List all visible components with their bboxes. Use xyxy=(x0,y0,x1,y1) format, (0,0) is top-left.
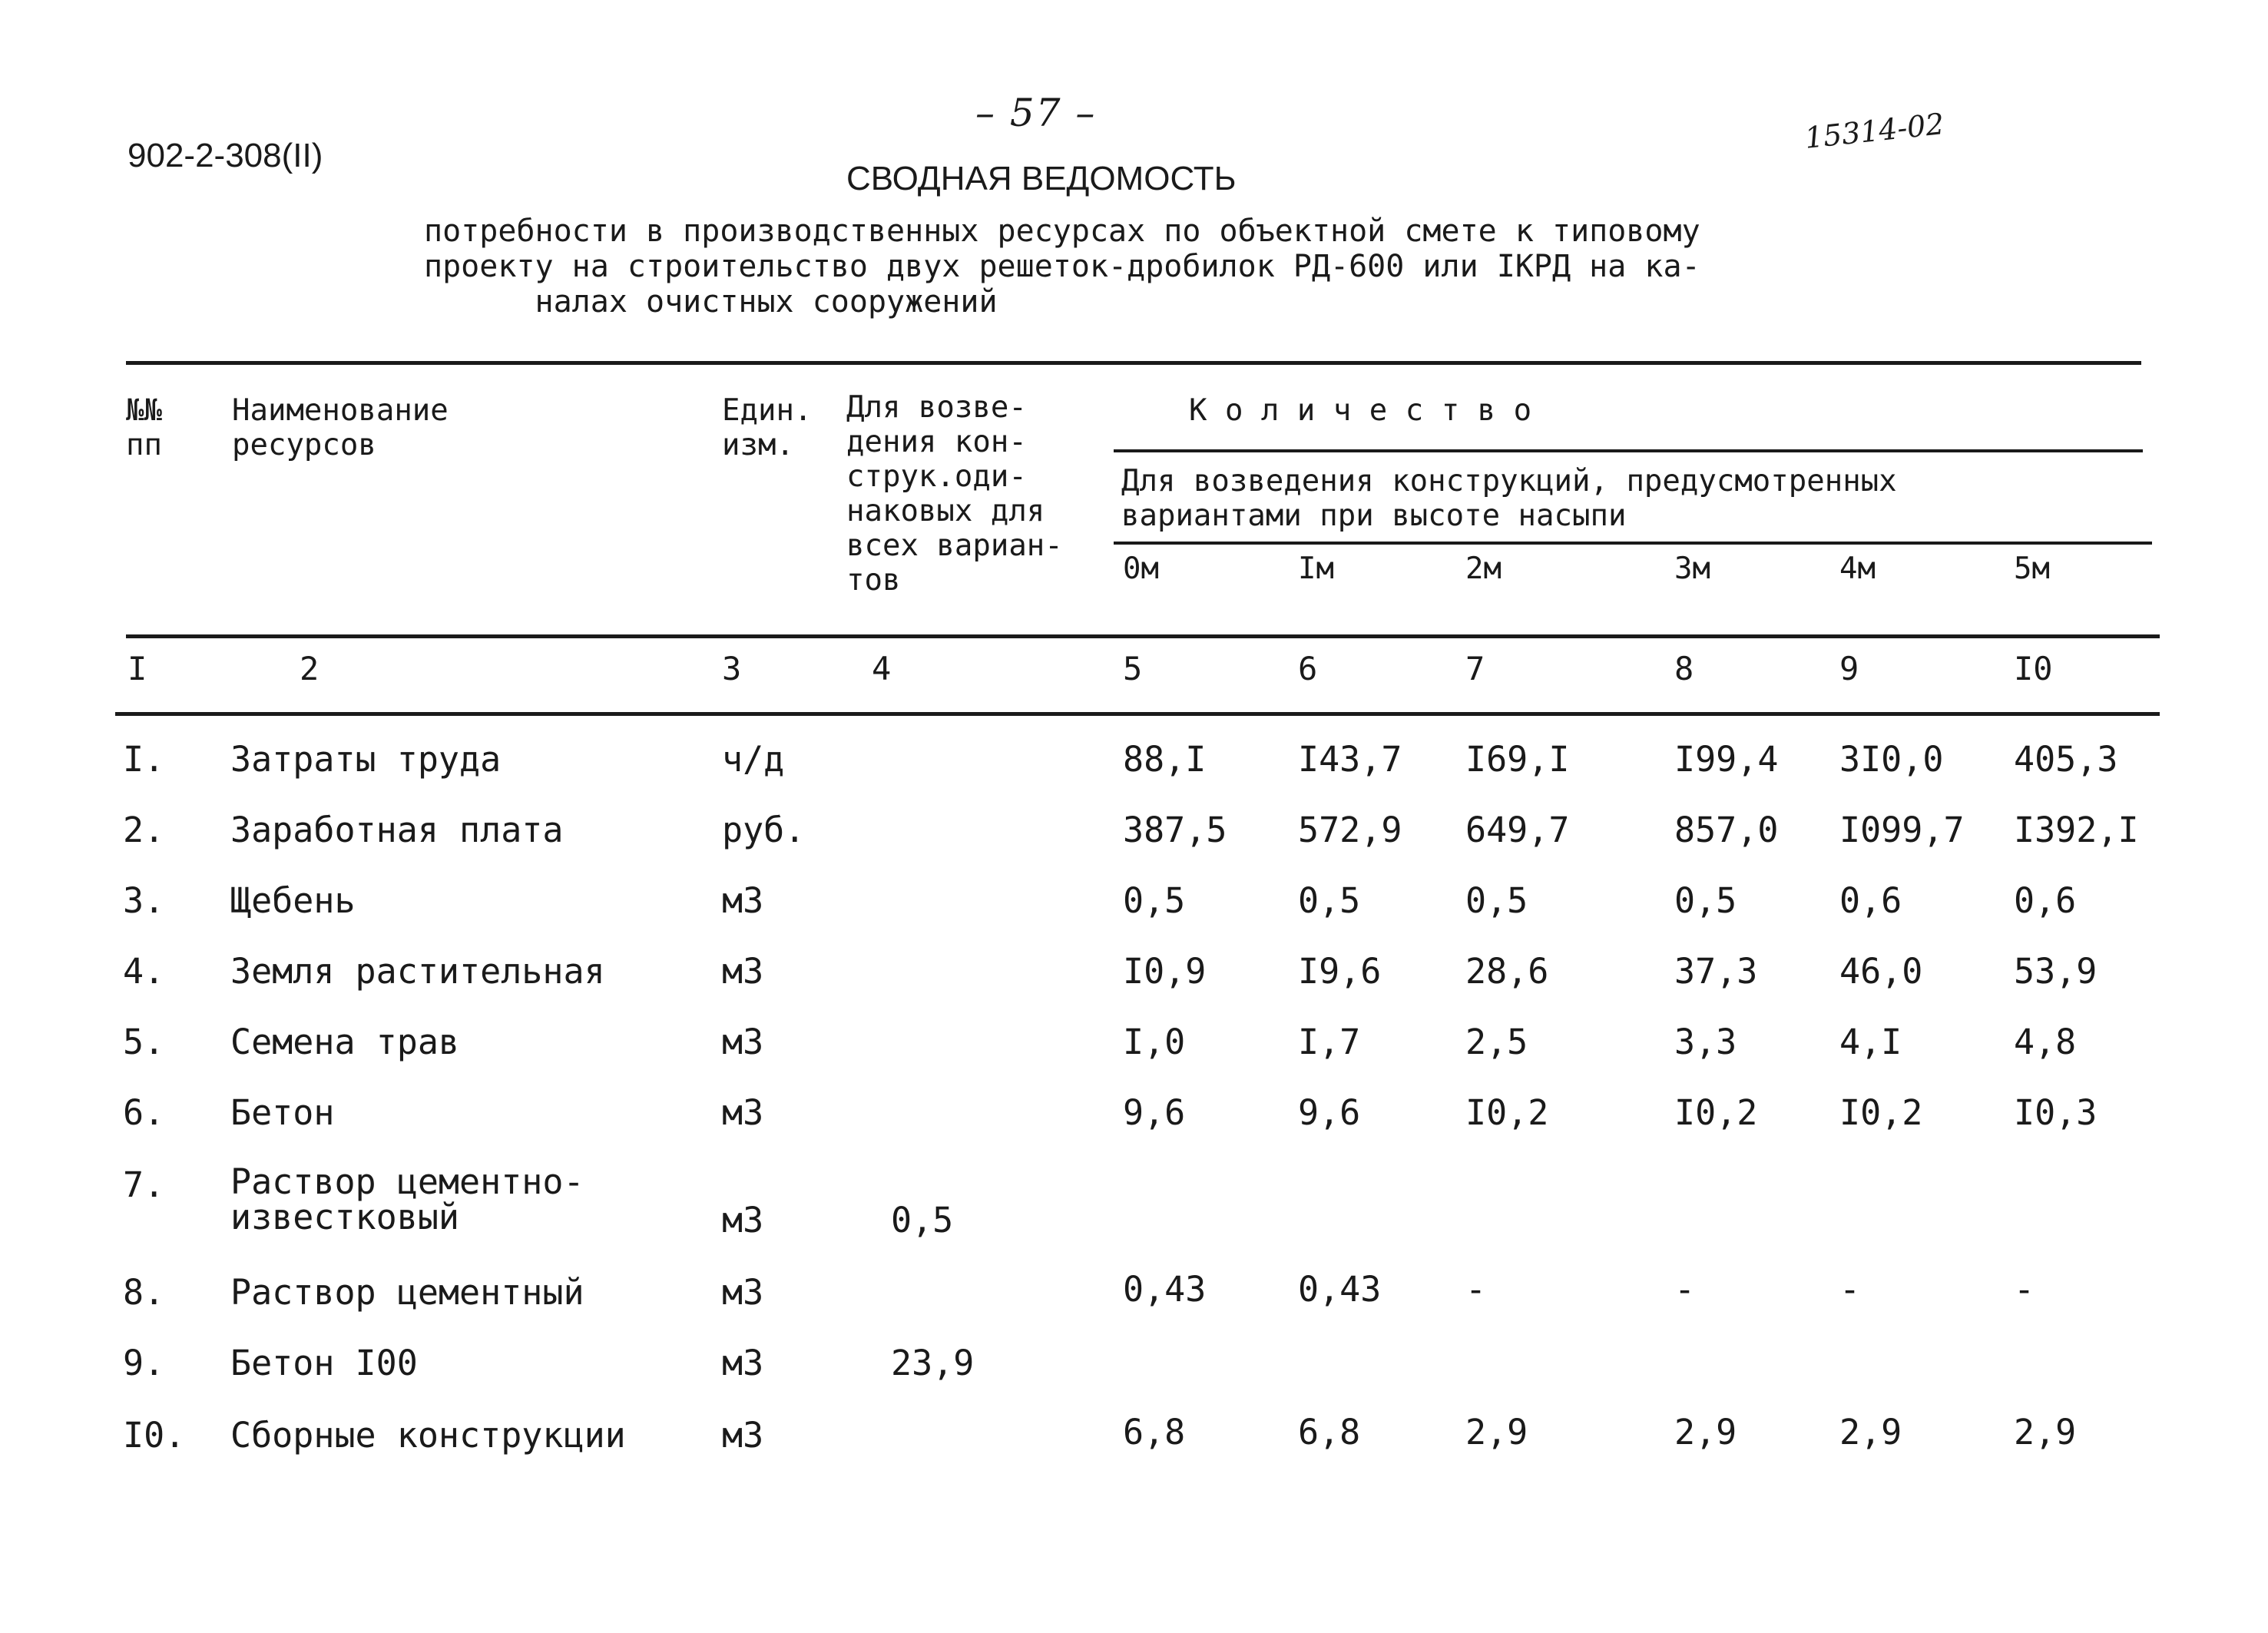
header-line: дения кон- xyxy=(846,425,1027,459)
value-cell: 0,5 xyxy=(1674,880,1737,921)
header-line: №№ xyxy=(126,393,162,428)
value-cell: I099,7 xyxy=(1839,810,1965,850)
value-cell: 572,9 xyxy=(1298,810,1402,850)
value-cell: 3I0,0 xyxy=(1839,739,1944,780)
value-cell: 0,5 xyxy=(1465,880,1528,921)
header-line: ресурсов xyxy=(232,428,376,462)
value-cell: 6,8 xyxy=(1298,1412,1361,1452)
header-line: тов xyxy=(846,563,901,598)
value-cell: I43,7 xyxy=(1298,739,1402,780)
column-numbers-rule xyxy=(115,712,2160,716)
header-line: струк.оди- xyxy=(846,459,1027,494)
handwritten-number: 15314-02 xyxy=(1803,107,1946,155)
unit-cell: м3 xyxy=(722,1343,764,1383)
common-value-cell: 0,5 xyxy=(891,1200,954,1240)
row-number: 4. xyxy=(123,951,165,992)
unit-cell: м3 xyxy=(722,1272,764,1313)
value-cell: 0,5 xyxy=(1123,880,1186,921)
header-col-unit xyxy=(722,393,812,462)
header-line: пп xyxy=(126,428,162,462)
header-col-name xyxy=(232,393,449,462)
resource-name: Бетон xyxy=(230,1092,335,1133)
page-number: – 57 – xyxy=(975,91,1097,135)
value-cell: 387,5 xyxy=(1123,810,1227,850)
column-number: 9 xyxy=(1839,650,1859,687)
value-cell: - xyxy=(1465,1269,1487,1310)
column-number: 8 xyxy=(1674,650,1694,687)
value-cell: 9,6 xyxy=(1123,1092,1186,1133)
value-cell: 6,8 xyxy=(1123,1412,1186,1452)
resource-name: Затраты труда xyxy=(230,739,502,780)
value-cell: 2,5 xyxy=(1465,1022,1528,1062)
quantity-rule xyxy=(1114,449,2143,452)
row-number: 8. xyxy=(123,1272,165,1313)
header-line: всех вариан- xyxy=(846,528,1063,563)
header-line: наковых для xyxy=(846,494,1045,528)
unit-cell: м3 xyxy=(722,1200,764,1240)
header-line: Един. xyxy=(722,393,813,428)
row-number: 9. xyxy=(123,1343,165,1383)
header-bottom-rule xyxy=(126,634,2160,638)
value-cell: 2,9 xyxy=(1839,1412,1902,1452)
value-cell: I69,I xyxy=(1465,739,1570,780)
document-code: 902-2-308(II) xyxy=(127,137,323,174)
row-number: 5. xyxy=(123,1022,165,1062)
row-number: 2. xyxy=(123,810,165,850)
subtitle-line: проекту на строительство двух решеток-дробилок РД-600 или IКРД на ка- xyxy=(424,249,1700,284)
value-cell: I0,2 xyxy=(1839,1092,1923,1133)
value-cell: 0,6 xyxy=(2014,880,2077,921)
value-cell: - xyxy=(2014,1269,2035,1310)
resource-name: Щебень xyxy=(230,880,356,921)
column-number: 5 xyxy=(1123,650,1143,687)
header-height-5m: 5м xyxy=(2014,552,2050,586)
column-number: 4 xyxy=(872,650,892,687)
header-col-number xyxy=(126,393,162,462)
resource-name: Заработная плата xyxy=(230,810,564,850)
value-cell: 0,43 xyxy=(1123,1269,1207,1310)
subtitle-line: потребности в производственных ресурсах по объектной смете к типовому xyxy=(424,214,1700,249)
unit-cell: м3 xyxy=(722,1092,764,1133)
value-cell: 2,9 xyxy=(1465,1412,1528,1452)
column-number: 6 xyxy=(1298,650,1318,687)
header-line: Для возведения конструкций, предусмотренных xyxy=(1121,464,1897,499)
value-cell: 4,8 xyxy=(2014,1022,2077,1062)
header-height-2m: 2м xyxy=(1465,552,1502,586)
value-cell: 857,0 xyxy=(1674,810,1779,850)
value-cell: 649,7 xyxy=(1465,810,1570,850)
value-cell: I0,2 xyxy=(1674,1092,1758,1133)
value-cell: 28,6 xyxy=(1465,951,1549,992)
value-cell: 37,3 xyxy=(1674,951,1758,992)
value-cell: 0,43 xyxy=(1298,1269,1382,1310)
value-cell: 88,I xyxy=(1123,739,1207,780)
value-cell: 2,9 xyxy=(2014,1412,2077,1452)
unit-cell: м3 xyxy=(722,1022,764,1062)
row-number: 3. xyxy=(123,880,165,921)
column-number: 3 xyxy=(722,650,742,687)
resource-name: Бетон I00 xyxy=(230,1343,418,1383)
unit-cell: руб. xyxy=(722,810,806,850)
page-title: СВОДНАЯ ВЕДОМОСТЬ xyxy=(846,160,1237,197)
row-number: 6. xyxy=(123,1092,165,1133)
row-number: I0. xyxy=(123,1415,186,1456)
unit-cell: м3 xyxy=(722,880,764,921)
header-height-3m: 3м xyxy=(1674,552,1710,586)
value-cell: I9,6 xyxy=(1298,951,1382,992)
value-cell: I0,2 xyxy=(1465,1092,1549,1133)
header-line: вариантами при высоте насыпи xyxy=(1121,499,1627,533)
header-line: Для возве- xyxy=(846,390,1027,425)
value-cell: 405,3 xyxy=(2014,739,2118,780)
header-col-common xyxy=(846,390,1063,598)
common-value-cell: 23,9 xyxy=(891,1343,975,1383)
unit-cell: м3 xyxy=(722,951,764,992)
column-number: I xyxy=(127,650,147,687)
header-line: изм. xyxy=(722,428,794,462)
header-quantity: К о л и ч е с т в о xyxy=(1189,393,1532,428)
resource-name: Земля растительная xyxy=(230,951,605,992)
column-number: 2 xyxy=(300,650,320,687)
value-cell: 0,6 xyxy=(1839,880,1902,921)
resource-name: Семена трав xyxy=(230,1022,460,1062)
header-line: Наименование xyxy=(232,393,449,428)
unit-cell: м3 xyxy=(722,1415,764,1456)
header-height-1m: Iм xyxy=(1298,552,1334,586)
column-number: I0 xyxy=(2014,650,2053,687)
subtitle-line: налах очистных сооружений xyxy=(424,284,998,320)
column-number: 7 xyxy=(1465,650,1485,687)
header-height-4m: 4м xyxy=(1839,552,1876,586)
resource-name: Сборные конструкции xyxy=(230,1415,626,1456)
table-top-rule xyxy=(126,361,2141,365)
row-number: 7. xyxy=(123,1164,165,1205)
value-cell: I0,9 xyxy=(1123,951,1207,992)
header-height-0m: 0м xyxy=(1123,552,1159,586)
value-cell: 53,9 xyxy=(2014,951,2097,992)
resource-name xyxy=(230,1161,584,1237)
variants-rule xyxy=(1114,542,2152,545)
header-variants xyxy=(1121,464,1897,533)
resource-name-line: Раствор цементно- xyxy=(230,1161,584,1202)
subtitle xyxy=(424,214,1700,320)
value-cell: - xyxy=(1839,1269,1861,1310)
value-cell: 2,9 xyxy=(1674,1412,1737,1452)
value-cell: I0,3 xyxy=(2014,1092,2097,1133)
value-cell: 46,0 xyxy=(1839,951,1923,992)
value-cell: - xyxy=(1674,1269,1696,1310)
row-number: I. xyxy=(123,739,165,780)
unit-cell: ч/д xyxy=(722,739,785,780)
value-cell: I,0 xyxy=(1123,1022,1186,1062)
value-cell: I99,4 xyxy=(1674,739,1779,780)
resource-name: Раствор цементный xyxy=(230,1272,584,1313)
value-cell: 0,5 xyxy=(1298,880,1361,921)
resource-name-line: известковый xyxy=(230,1197,460,1237)
value-cell: 3,3 xyxy=(1674,1022,1737,1062)
value-cell: 4,I xyxy=(1839,1022,1902,1062)
value-cell: I,7 xyxy=(1298,1022,1361,1062)
value-cell: 9,6 xyxy=(1298,1092,1361,1133)
value-cell: I392,I xyxy=(2014,810,2139,850)
